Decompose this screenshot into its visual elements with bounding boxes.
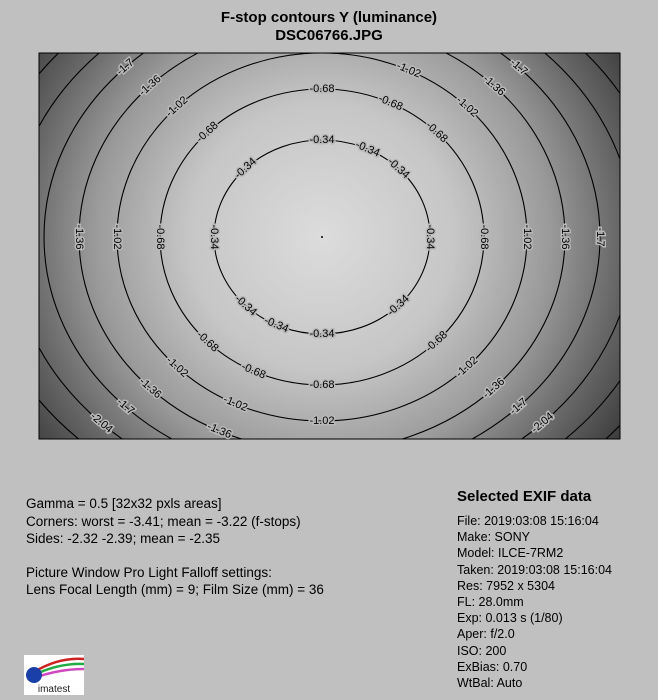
contour-label: -2.04 (529, 410, 557, 436)
exif-heading: Selected EXIF data (457, 488, 592, 505)
contour-label: -1.36 (480, 375, 508, 402)
contour-label: -0.68 (194, 119, 221, 146)
stats-pwp-settings: Lens Focal Length (mm) = 9; Film Size (mm) = 36 (26, 582, 324, 597)
contour-label: -0.68 (309, 379, 335, 391)
contour-label: -0.34 (208, 224, 220, 250)
exif-row: Taken: 2019:03:08 15:16:04 (457, 562, 612, 577)
contour-label: -1.7 (507, 56, 530, 79)
contour-label: -1.36 (480, 72, 508, 99)
chart-subtitle: DSC06766.JPG (275, 27, 383, 44)
contour-label: -0.68 (239, 360, 268, 382)
contour-label: -2.04 (87, 410, 115, 436)
contour-label: -1.02 (309, 415, 335, 427)
contour-label: -0.34 (309, 134, 335, 146)
stats-sides: Sides: -2.32 -2.39; mean = -2.35 (26, 531, 220, 546)
contour-label: -0.68 (478, 224, 490, 250)
contour-label: -1.02 (453, 354, 481, 380)
exif-row: ISO: 200 (457, 643, 507, 658)
contour-label: -1.7 (507, 395, 530, 418)
contour-label: -0.34 (232, 155, 259, 182)
exif-row: Exp: 0.013 s (1/80) (457, 611, 563, 626)
contour-label: -0.34 (353, 138, 382, 160)
contour-label: -0.68 (309, 83, 335, 95)
exif-row: File: 2019:03:08 15:16:04 (457, 514, 599, 528)
contour-label: -1.7 (114, 56, 137, 79)
contour-label: -1.02 (521, 224, 533, 250)
stats-pwp-heading: Picture Window Pro Light Falloff settings: (26, 565, 272, 580)
contour-label: -1.02 (221, 393, 250, 415)
contour-label: -1.02 (394, 59, 423, 81)
contour-label: -1.36 (73, 224, 85, 250)
contour-label: -1.7 (114, 395, 137, 418)
contour-label: -1.36 (205, 420, 234, 442)
contour-label: -0.34 (309, 328, 335, 340)
center-mark (321, 236, 323, 238)
imatest-logo (24, 655, 84, 695)
chart-title: F-stop contours Y (luminance) (220, 9, 438, 26)
contour-label: -1.02 (453, 94, 481, 120)
contour-label: -0.68 (423, 328, 450, 355)
contour-label: -0.34 (424, 224, 436, 250)
contour-label: -0.68 (194, 328, 221, 355)
stats-corners: Corners: worst = -3.41; mean = -3.22 (f-stops) (26, 514, 301, 529)
contour-label: -0.34 (385, 155, 412, 182)
contour-label: -0.34 (262, 314, 291, 336)
contour-label: -1.7 (594, 227, 606, 247)
contour-label: -1.02 (111, 224, 123, 250)
contour-label: -1.02 (163, 354, 191, 380)
exif-row: Aper: f/2.0 (457, 627, 515, 642)
exif-row: WtBal: Auto (457, 676, 523, 691)
contour-label: -1.02 (163, 94, 191, 120)
stats-gamma: Gamma = 0.5 [32x32 pxls areas] (26, 496, 222, 511)
exif-list (457, 513, 612, 691)
exif-row: Res: 7952 x 5304 (457, 578, 555, 593)
exif-row: FL: 28.0mm (457, 595, 524, 610)
logo-text: imatest (37, 684, 71, 695)
contour-label: -0.68 (376, 92, 405, 114)
contour-label: -0.68 (423, 119, 450, 146)
contour-label: -0.34 (385, 292, 412, 319)
contour-label: -1.36 (136, 375, 164, 402)
exif-row: Make: SONY (457, 530, 530, 545)
exif-row: Model: ILCE-7RM2 (457, 546, 564, 561)
contour-label: -1.36 (136, 72, 164, 99)
contour-label: -1.36 (559, 224, 571, 250)
contour-label: -0.68 (154, 224, 166, 250)
exif-row: ExBias: 0.70 (457, 659, 528, 674)
contour-label: -0.34 (232, 292, 259, 319)
